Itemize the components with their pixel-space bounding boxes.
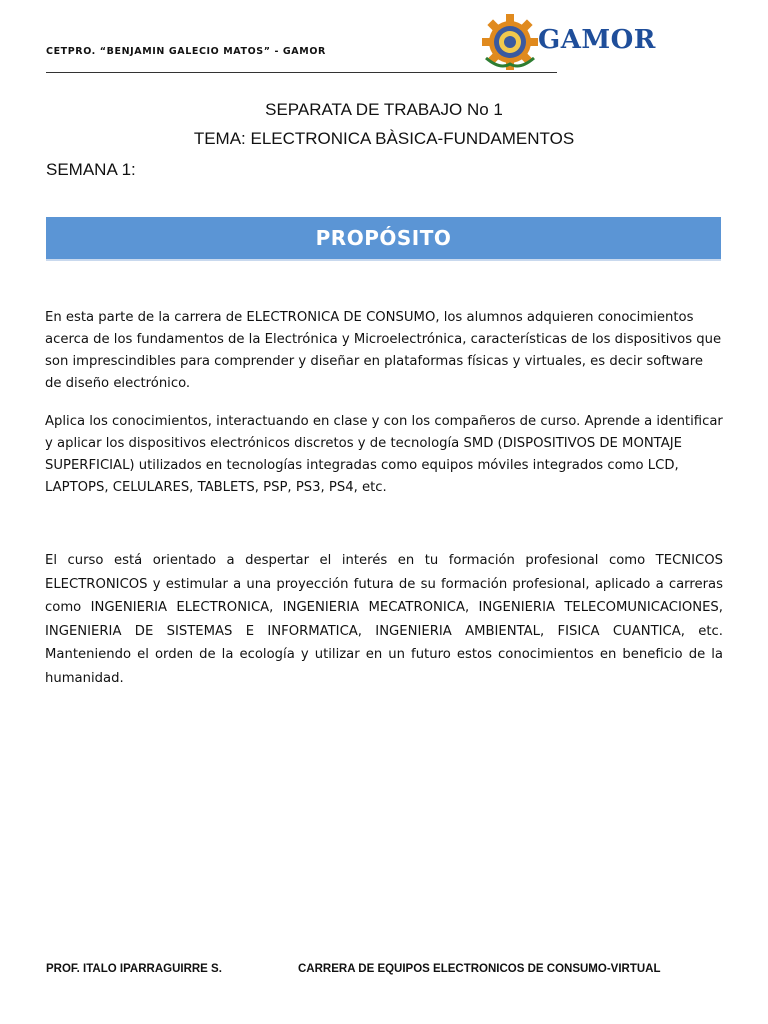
week-label: SEMANA 1:: [46, 160, 136, 179]
document-topic: TEMA: ELECTRONICA BÀSICA-FUNDAMENTOS: [193, 129, 575, 148]
footer-program: CARRERA DE EQUIPOS ELECTRONICOS DE CONSUMO-VIRTUAL: [298, 963, 661, 975]
gamor-logo: [480, 12, 680, 70]
footer-professor: PROF. ITALO IPARRAGUIRRE S.: [46, 963, 222, 975]
paragraph-application: Aplica los conocimientos, interactuando en clase y con los compañeros de curso. Aprende a identificar y aplicar los dispositivos electrónicos discretos y de tecnología SMD (DISPOSITIVOS DE MONTAJE SUPERFICIAL) utilizados en tecnologías integradas como equipos móviles integrados como LCD, LAPTOPS, CELULARES, TABLETS, PSP, PS3, PS4, etc.: [45, 414, 723, 495]
paragraph-orientation: El curso está orientado a despertar el interés en tu formación profesional como TECNICOS ELECTRONICOS y estimular a una proyección futura de su formación profesional, aplicado a carreras como INGENIERIA ELECTRONICA, INGENIERIA MECATRONICA, INGENIERIA TELECOMUNICACIONES, INGENIERIA DE SISTEMAS E INFORMATICA, INGENIERIA AMBIENTAL, FISICA CUANTICA, etc. Manteniendo el orden de la ecología y utilizar en un futuro estos conocimientos en beneficio de la humanidad.: [45, 553, 723, 686]
header-divider: [46, 72, 557, 73]
gear-emblem-icon: [480, 12, 540, 72]
logo-text: GAMOR: [538, 25, 656, 55]
paragraph-intro: En esta parte de la carrera de ELECTRONICA DE CONSUMO, los alumnos adquieren conocimientos acerca de los fundamentos de la Electrónica y Microelectrónica, características de los dispositivos que son imprescindibles para comprender y diseñar en plataformas físicas y virtuales, es decir software de diseño electrónico.: [45, 310, 722, 391]
purpose-banner: [46, 217, 721, 261]
document-title: SEPARATA DE TRABAJO No 1: [265, 100, 503, 119]
header-organization: CETPRO. “BENJAMIN GALECIO MATOS” - GAMOR: [46, 46, 326, 57]
purpose-banner-label: PROPÓSITO: [315, 226, 452, 250]
